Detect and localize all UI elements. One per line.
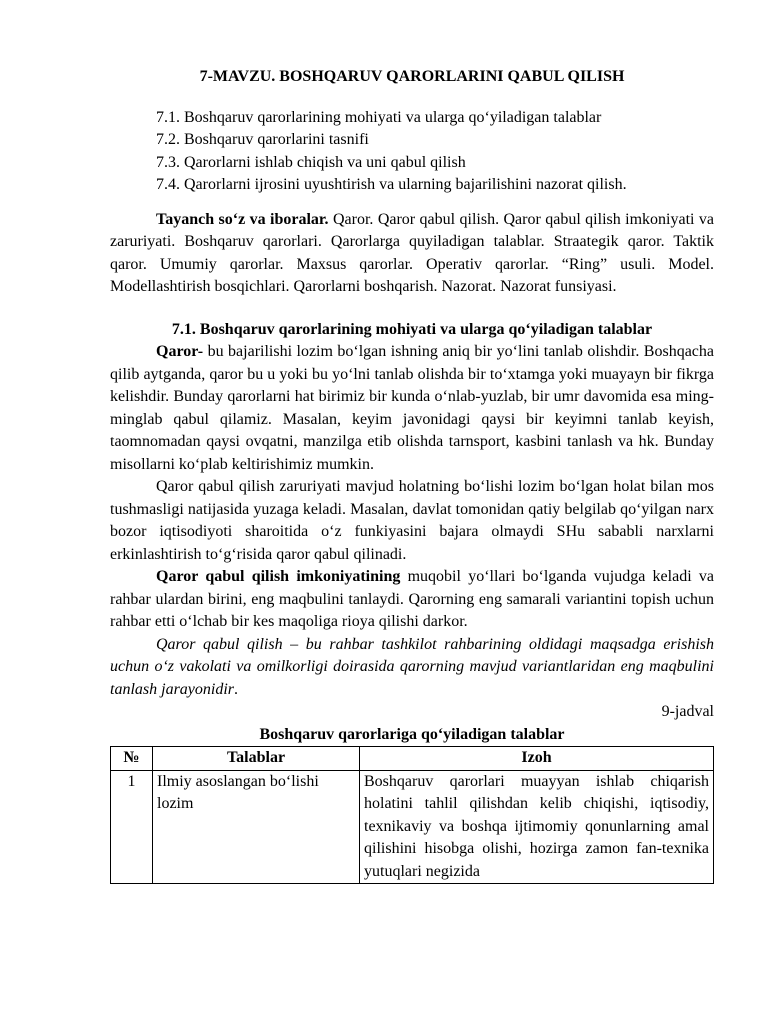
term-possibility: Qaror qabul qilish imkoniyatining: [156, 568, 401, 585]
table-number: 9-jadval: [661, 703, 714, 720]
paragraph-possibility: [110, 566, 714, 634]
keywords-label: Tayanch so‘z va iboralar.: [156, 210, 329, 228]
italic-definition: Qaror qabul qilish – bu rahbar tashkilot rahbarining oldidagi maqsadga erishish uchun o‘z vakolati va omilkorligi doirasida qarorning mavjud variantlaridan eng maqbulini tanlash jarayonidir: [110, 635, 714, 698]
paragraph-qaror-definition: [110, 341, 714, 476]
keywords-text: Qaror. Qaror qabul qilish. Qaror qabul qilish imkoniyati va zaruriyati. Boshqaruv qarorlari. Qarorlarga quyiladigan talablar. Straategik qaror. Taktik qaror. Umumiy qarorlar. Maxsus qarorlar. Operativ qarorlar. “Ring” usuli. Model. Modellashtirish bosqichlari. Qarorlarni boshqarish. Nazorat. Nazorat funsiyasi.: [110, 210, 715, 295]
paragraph-text: bu bajarilishi lozim bo‘lgan ishning aniq bir yo‘lini tanlab olishdir. Boshqacha qilib aytganda, qaror bu u yoki bu yo‘lni tanlab olishda bir to‘xtamga yoki muayayn bir fikrga kelishdir. Bunday qarorlarni hat birimiz bir kunda o‘nlab-yuzlab, bir umr davomida esa ming-minglab qabul qilamiz. Masalan, keyim javonidagi qaysi bir keyimni tanlab keyish, taomnomadan qaysi ovqatni, manzilga etib olishda tarnsport, kasbini tanlash va hk. Bunday misollarni ko‘plab keltirishimiz mumkin.: [110, 343, 714, 473]
row-note: Boshqaruv qarorlari muayyan ishlab chiqarish holatini tahlil qilishdan kelib chiqishi, iqtisodiy, texnikaviy va boshqa ijtimomiy qonunlarning amal qilishini hisobga olishi, hozirga zamon fan-texnika yutuqlari negizida: [360, 770, 714, 884]
table-row: [111, 770, 714, 884]
toc-item: 7.3. Qarorlarni ishlab chiqish va uni qabul qilish: [156, 153, 466, 171]
toc-item: 7.4. Qarorlarni ijrosini uyushtirish va ularning bajarilishini nazorat qilish.: [156, 176, 627, 193]
document-page: [110, 62, 714, 884]
keywords-paragraph: [110, 209, 714, 299]
paragraph-necessity: Qaror qabul qilish zaruriyati mavjud holatning bo‘lishi lozim bo‘lgan holat bilan mos tushmasligi natijasida yuzaga keladi. Masalan, davlat tomonidan qatiy belgilab qo‘yilgan narx bozor iqtisodiyoti sharoitida o‘z funkiyasini bajara olmaydi SHu sababli narxlarni erkinlashtirish to‘g‘risida qaror qabul qilinadi.: [110, 478, 714, 563]
paragraph-end: .: [234, 680, 239, 698]
page-title: 7-MAVZU. BOSHQARUV QARORLARINI QABUL QILISH: [199, 68, 625, 85]
header-number: №: [111, 747, 153, 771]
row-requirement: Ilmiy asoslangan bo‘lishi lozim: [153, 770, 360, 884]
table-header-row: [111, 747, 714, 771]
term-qaror: Qaror-: [156, 343, 204, 360]
requirements-table: [110, 746, 714, 884]
row-number: 1: [111, 770, 153, 884]
toc-item: 7.1. Boshqaruv qarorlarining mohiyati va ularga qo‘yiladigan talablar: [156, 108, 602, 126]
header-note: Izoh: [360, 747, 714, 771]
section-heading: 7.1. Boshqaruv qarorlarining mohiyati va ularga qo‘yiladigan talablar: [171, 320, 653, 338]
paragraph-text: muqobil yo‘llari bo‘lganda vujudga keladi va rahbar ulardan birini, eng maqbulini tanlaydi. Qarorning eng samarali variantini topish uchun rahbar etti o‘lchab bir kes maqoliga rioya qilishi darkor.: [110, 568, 714, 630]
paragraph-definition-italic: [110, 634, 714, 702]
toc-item: 7.2. Boshqaruv qarorlarini tasnifi: [156, 131, 369, 148]
table-caption: Boshqaruv qarorlariga qo‘yiladigan talablar: [259, 725, 565, 743]
header-requirements: Talablar: [153, 747, 360, 771]
table-of-contents: [156, 107, 714, 197]
